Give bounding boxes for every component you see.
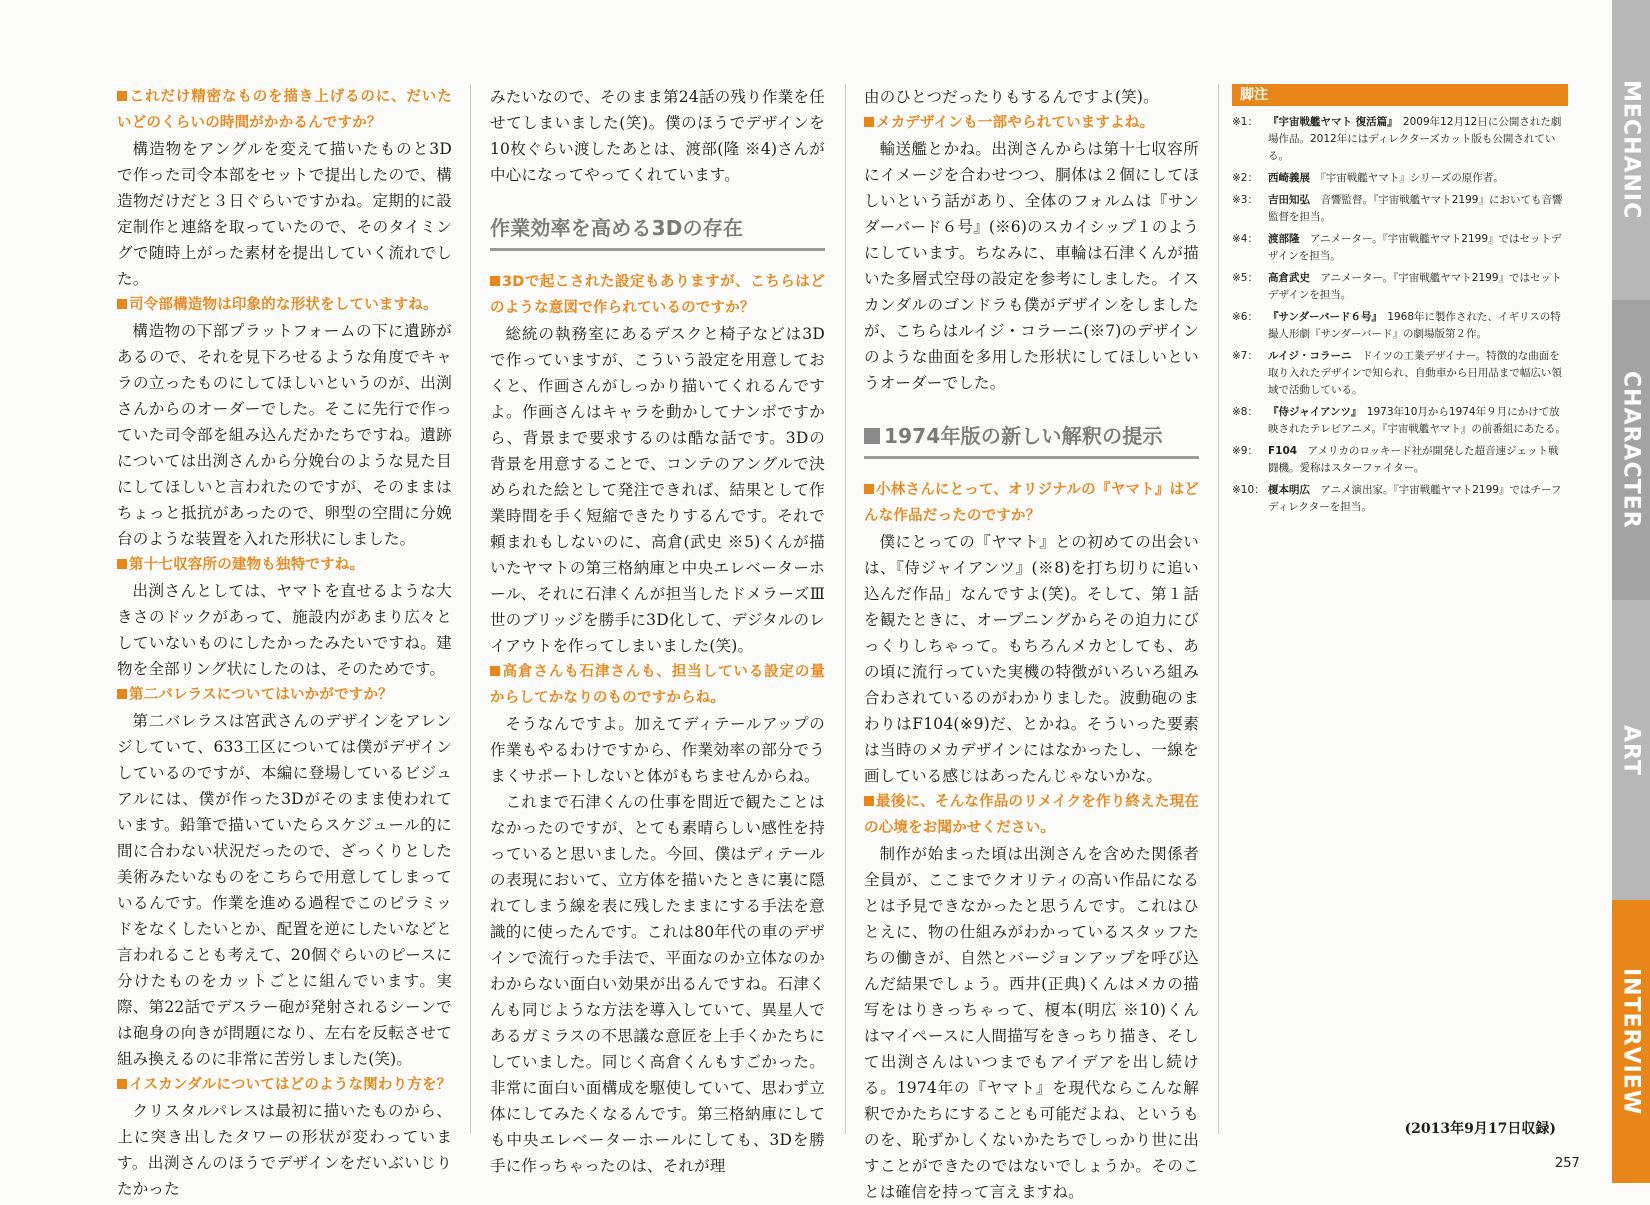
column-divider bbox=[845, 84, 846, 1134]
answer-paragraph: 第二バレラスは宮武さんのデザインをアレンジしていて、633工区については僕がデザインしているのですが、本編に登場しているビジュアルには、僕が作った3Dがそのまま使われています。鉛筆で描いていたらスケジュール的に間に合わない状況だったので、ざっくりとした美術みたいなものをこちらで用意してしまっているんです。作業を進める過程でこのピラミッドをなくしたいとか、配置を逆にしたいなどと言われることも考えて、20個ぐらいのピースに分けたものをカットごとに組んでいます。実際、第22話でデスラー砲が発射されるシーンでは砲身の向きが問題になり、左右を反転させて組み換えるのに非常に苦労しました(笑)。 bbox=[117, 712, 452, 1068]
square-bullet-icon bbox=[117, 1079, 127, 1089]
question-heading: メカデザインも一部やられていますよね。 bbox=[864, 110, 1199, 136]
footnote-item bbox=[1232, 443, 1568, 477]
text-column-3 bbox=[864, 84, 1199, 1205]
footnote-item bbox=[1232, 270, 1568, 304]
square-bullet-icon bbox=[117, 91, 127, 101]
footnote-number: ※9： bbox=[1232, 445, 1258, 457]
column-divider bbox=[1218, 84, 1219, 1134]
answer-paragraph: 由のひとつだったりもするんですよ(笑)。 bbox=[864, 88, 1159, 106]
footnote-item bbox=[1232, 114, 1568, 165]
footnote-item bbox=[1232, 231, 1568, 265]
column-divider bbox=[470, 84, 471, 1134]
footnote-text bbox=[1268, 404, 1568, 438]
footnote-text bbox=[1268, 231, 1568, 265]
answer-paragraph: 構造物の下部プラットフォームの下に遺跡があるので、それを見下ろせるような角度でキャラの立ったものにしてほしいというのが、出渕さんからのオーダーでした。そこに先行で作っていた司令部を組み込んだかたちですね。遺跡については出渕さんから分娩台のような見た目にしてほしいと言われたのですが、そのままはちょっと抵抗があったので、卵型の空間に分娩台のような装置を入れた形状にしました。 bbox=[117, 322, 452, 548]
answer-paragraph: これまで石津くんの仕事を間近で観たことはなかったのですが、とても素晴らしい感性を持っていると思いました。今回、僕はディテールの表現において、立方体を描いたときに裏に隠れてしまう線を表に残したままにする手法を意識的に使ったんです。これは80年代の車のデザインで流行った手法で、平面なのか立体なのかわからない面白い効果が出るんですね。石津くんも同じような方法を導入していて、異星人であるガミラスの不思議な意匠を上手くかたちにしていました。同じく高倉くんもすごかった。非常に面白い面構成を駆使していて、思わず立体にしてみたくなるんです。第三格納庫にしても中央エレベーターホールにしても、3Dを勝手に作っちゃったのは、それが理 bbox=[490, 793, 825, 1175]
footnote-term: F104 bbox=[1268, 445, 1298, 457]
footnote-description: 1968年に製作された、イギリスの特撮人形劇『サンダーバード』の劇場版第２作。 bbox=[1268, 311, 1561, 340]
footnote-number: ※10： bbox=[1232, 484, 1265, 496]
page-number: 257 bbox=[1555, 1156, 1580, 1171]
footnote-text bbox=[1268, 443, 1568, 477]
tab-mechanic[interactable]: MECHANIC bbox=[1612, 0, 1650, 300]
question-heading: イスカンダルについてはどのような関わり方を？ bbox=[117, 1072, 452, 1098]
question-heading: 第二バレラスについてはいかがですか？ bbox=[117, 682, 452, 708]
footnote-item bbox=[1232, 192, 1568, 226]
answer-paragraph: 制作が始まった頃は出渕さんを含めた関係者全員が、ここまでクオリティの高い作品になるとは予見できなかったと思うんです。これはひとえに、物の仕組みがわかっているスタッフたちの働きが、自然とバージョンアップを呼び込んだ結果でしょう。西井(正典)くんはメカの描写をはりきっちゃって、榎本(明広 ※10)くんはマイペースに人間描写をきっちり描き、そして出渕さんはいつまでもアイデアを出し続ける。1974年の『ヤマト』を現代ならこんな解釈でかたちにすることも可能だよね、というものを、恥ずかしくないかたちでしっかり世に出すことができたのではないでしょうか。そのことは確信を持って言えますね。 bbox=[864, 845, 1199, 1201]
footnote-text bbox=[1268, 170, 1568, 187]
answer-paragraph: 構造物をアングルを変えて描いたものと3Dで作った司令本部をセットで提出したので、構造物だけだと３日ぐらいですかね。定期的に設定制作と連絡を取っていたので、そのタイミングで随時上がった素材を提出していく流れでした。 bbox=[117, 140, 452, 288]
square-bullet-icon bbox=[490, 276, 500, 286]
text-column-2 bbox=[490, 84, 825, 1179]
footnote-number: ※3： bbox=[1232, 194, 1258, 206]
footnote-item bbox=[1232, 482, 1568, 516]
answer-paragraph: 輸送艦とかね。出渕さんからは第十七収容所にイメージを合わせつつ、胴体は２個にしてほしいという話があり、全体のフォルムは『サンダーバード６号』(※6)のスカイシップ１のようにしています。ちなみに、車輪は石津くんが描いた多層式空母の設定を参考にしました。イスカンダルのゴンドラも僕がデザインをしましたが、こちらはルイジ・コラーニ(※7)のデザインのような曲面を多用した形状にしてほしいというオーダーでした。 bbox=[864, 140, 1200, 392]
footnote-term: 吉田知弘 bbox=[1268, 194, 1310, 206]
question-heading: 3Dで起こされた設定もありますが、こちらはどのような意図で作られているのですか？ bbox=[490, 274, 825, 316]
footnote-number: ※6： bbox=[1232, 311, 1258, 323]
footnote-term: 『宇宙戦艦ヤマト 復活篇』 bbox=[1268, 116, 1393, 128]
footnote-description: 音響監督。『宇宙戦艦ヤマト2199』においても音響監督を担当。 bbox=[1268, 194, 1563, 223]
footnotes-box bbox=[1232, 84, 1568, 521]
question-heading: 最後に、そんな作品のリメイクを作り終えた現在の心境をお聞かせください。 bbox=[864, 794, 1199, 836]
square-bullet-icon bbox=[864, 796, 874, 806]
square-bullet-icon bbox=[490, 666, 500, 676]
footnote-number: ※2： bbox=[1232, 172, 1258, 184]
square-bullet-icon bbox=[117, 559, 127, 569]
footnote-item bbox=[1232, 309, 1568, 343]
footnote-term: 榎本明広 bbox=[1268, 484, 1310, 496]
answer-paragraph: そうなんですよ。加えてディテールアップの作業もやるわけですから、作業効率の部分でうまくサポートしないと体がもちませんからね。 bbox=[490, 715, 825, 785]
interview-date: (2013年9月17日収録) bbox=[1404, 1121, 1556, 1137]
answer-paragraph: 総統の執務室にあるデスクと椅子などは3Dで作っていますが、こういう設定を用意しておくと、作画さんがしっかり描いてくれるんですよ。作画さんはキャラを動かしてナンボですから、背景まで要求するのは酷な話です。3Dの背景を用意することで、コンテのアングルで決められた絵として発注できれば、結果として作業時間を手く短縮できたりするんです。それで頼まれもしないのに、高倉(武史 ※5)くんが描いたヤマトの第三格納庫と中央エレベーターホール、それに石津くんが担当したドメラーズⅢ世のブリッジを勝手に3D化して、デジタルのレイアウトを作ってしまいました(笑)。 bbox=[490, 325, 825, 655]
footnote-description: ドイツの工業デザイナー。特徴的な曲面を取り入れたデザインで知られ、自動車から日用品まで幅広い領域で活動している。 bbox=[1268, 350, 1562, 396]
footnote-term: 高倉武史 bbox=[1268, 272, 1310, 284]
footnote-item bbox=[1232, 170, 1568, 187]
answer-paragraph: クリスタルパレスは最初に描いたものから、上に突き出したタワーの形状が変わっています。出渕さんのほうでデザインをだいぶいじりたかった bbox=[117, 1102, 452, 1198]
answer-paragraph: 出渕さんとしては、ヤマトを直せるような大きさのドックがあって、施設内があまり広々としていないものにしたかったみたいですね。建物を全部リング状にしたのは、そのためです。 bbox=[117, 582, 452, 678]
footnote-item bbox=[1232, 348, 1568, 399]
footnote-description: アニメーター。『宇宙戦艦ヤマト2199』ではセットデザインを担当。 bbox=[1268, 272, 1562, 301]
footnote-description: アメリカのロッキード社が開発した超音速ジェット戦闘機。愛称はスターファイター。 bbox=[1268, 445, 1559, 474]
section-heading: 1974年版の新しい解釈の提示 bbox=[864, 418, 1199, 459]
square-bullet-icon bbox=[864, 428, 880, 444]
footnote-number: ※4： bbox=[1232, 233, 1258, 245]
footnote-text bbox=[1268, 270, 1568, 304]
square-bullet-icon bbox=[864, 484, 874, 494]
footnote-term: 『サンダーバード６号』 bbox=[1268, 311, 1377, 323]
footnote-text bbox=[1268, 348, 1568, 399]
footnote-text bbox=[1268, 114, 1568, 165]
square-bullet-icon bbox=[864, 117, 874, 127]
tab-art[interactable]: ART bbox=[1612, 600, 1650, 900]
question-heading: これだけ精密なものを描き上げるのに、だいたいどのくらいの時間がかかるんですか？ bbox=[117, 89, 452, 131]
footnote-text bbox=[1268, 482, 1568, 516]
answer-paragraph: 僕にとっての『ヤマト』との初めての出会いは、『侍ジャイアンツ』(※8)を打ち切りに追い込んだ作品」なんですよ(笑)。そして、第１話を観たときに、オープニングからその迫力にびっくりしちゃって。もちろんメカとしても、あの頃に流行っていた実機の特徴がいろいろ組み合わされているのがわかりました。波動砲のまわりはF104(※9)だ、とかね。そういった要素は当時のメカデザインにはなかったし、一線を画している感じはあったんじゃないかな。 bbox=[864, 533, 1199, 785]
footnote-number: ※7： bbox=[1232, 350, 1258, 362]
tab-interview[interactable]: INTERVIEW bbox=[1612, 900, 1650, 1183]
footnote-term: 西崎義展 bbox=[1268, 172, 1310, 184]
footnote-description: 『宇宙戦艦ヤマト』シリーズの原作者。 bbox=[1310, 172, 1504, 184]
footnotes-list bbox=[1232, 114, 1568, 516]
footnote-description: 2009年12月12日に公開された劇場作品。2012年にはディレクターズカット版も公開されている。 bbox=[1268, 116, 1562, 162]
square-bullet-icon bbox=[117, 299, 127, 309]
footnote-text bbox=[1268, 192, 1568, 226]
square-bullet-icon bbox=[117, 689, 127, 699]
question-heading: 司令部構造物は印象的な形状をしていますね。 bbox=[117, 292, 452, 318]
tab-character[interactable]: CHARACTER bbox=[1612, 300, 1650, 600]
footnote-number: ※5： bbox=[1232, 272, 1258, 284]
footnote-description: アニメーター。『宇宙戦艦ヤマト2199』ではセットデザインを担当。 bbox=[1268, 233, 1562, 262]
footnote-number: ※1： bbox=[1232, 116, 1258, 128]
footnote-description: アニメ演出家。『宇宙戦艦ヤマト2199』ではチーフディレクターを担当。 bbox=[1268, 484, 1562, 513]
footnote-number: ※8： bbox=[1232, 406, 1258, 418]
answer-paragraph: みたいなので、そのまま第24話の残り作業を任せてしまいました(笑)。僕のほうでデザインを10枚ぐらい渡したあとは、渡部(隆 ※4)さんが中心になってやってくれています。 bbox=[490, 88, 825, 184]
question-heading: 高倉さんも石津さんも、担当している設定の量からしてかなりのものですからね。 bbox=[490, 664, 825, 706]
footnote-description: 1973年10月から1974年９月にかけて放映されたテレビアニメ。『宇宙戦艦ヤマト』の前番組にあたる。 bbox=[1268, 406, 1566, 435]
text-column-1 bbox=[117, 84, 452, 1202]
section-tab-bar bbox=[1612, 0, 1650, 1183]
footnotes-header: 脚注 bbox=[1232, 84, 1568, 106]
question-heading: 小林さんにとって、オリジナルの『ヤマト』はどんな作品だったのですか？ bbox=[864, 482, 1199, 524]
footnote-term: 『侍ジャイアンツ』 bbox=[1268, 406, 1357, 418]
question-heading: 第十七収容所の建物も独特ですね。 bbox=[117, 552, 452, 578]
footnote-term: 渡部隆 bbox=[1268, 233, 1300, 245]
footnote-term: ルイジ・コラーニ bbox=[1268, 350, 1352, 362]
footnote-item bbox=[1232, 404, 1568, 438]
footnote-text bbox=[1268, 309, 1568, 343]
section-heading: 作業効率を高める3Dの存在 bbox=[490, 210, 825, 251]
